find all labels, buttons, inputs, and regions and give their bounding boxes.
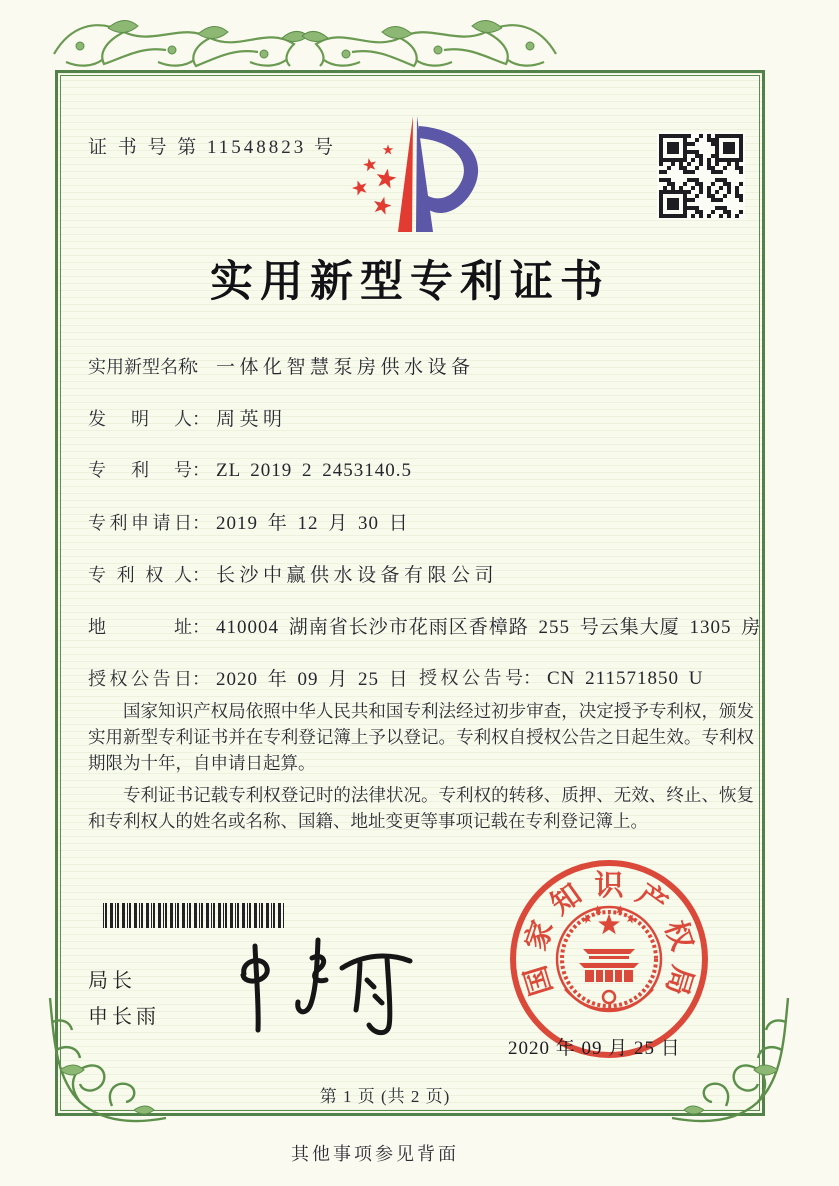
barcode-stripe [278,903,281,928]
signer-name: 申长雨 [88,1006,160,1028]
field-row-filing-date [88,508,760,560]
barcode-stripe [254,903,257,928]
seal-ring-char: 知 [545,878,588,922]
field-colon: ： [523,668,541,688]
field-value: 一体化智慧泵房供水设备 [216,357,475,378]
field-row-inventor [88,404,760,456]
barcode-stripe [189,903,191,928]
barcode-stripe [242,903,245,928]
field-colon: ： [192,357,210,377]
barcode-stripe [110,903,113,928]
barcode-stripe [194,903,197,928]
barcode-stripe [206,903,209,928]
top-ornament-band [50,6,560,72]
field-row-address [88,612,760,664]
field-value: 周英明 [216,409,287,430]
grant-date-group [88,669,409,690]
field-label: 授权公告号 [419,668,523,688]
field-colon: ： [192,565,210,585]
barcode-stripe [151,903,152,928]
legal-paragraph: 国家知识产权局依照中华人民共和国专利法经过初步审查，决定授予专利权，颁发实用新型专利证书并在专利登记簿上予以登记。专利权自授权公告之日起生效。专利权期限为十年，自申请日起算。 [88,701,754,773]
barcode-stripe [230,903,233,928]
barcode-stripe [201,903,203,928]
qr-code [657,132,745,220]
field-colon: ： [192,460,210,480]
field-value: 410004 湖南省长沙市花雨区香樟路 255 号云集大厦 1305 房 [216,617,762,638]
certificate-title: 实用新型专利证书 [210,259,610,306]
field-value: 长沙中赢供水设备有限公司 [216,565,499,586]
barcode [103,903,285,928]
barcode-stripe [115,903,116,928]
seal-ring-char: 识 [594,870,624,902]
field-colon: ： [192,513,210,533]
field-label: 实用新型名称 [88,357,196,377]
seal-ring-char: 家 [520,916,560,955]
field-label: 专利号 [88,460,192,480]
field-value: 2019 年 12 月 30 日 [216,513,409,534]
barcode-stripe [259,903,260,928]
barcode-stripe [225,903,227,928]
field-value: CN 211571850 U [547,668,704,689]
barcode-stripe [211,903,212,928]
seal-ring-char: 国 [519,961,559,999]
signer-title: 局长 [88,970,136,992]
barcode-stripe [249,903,251,928]
field-colon: ： [192,669,210,689]
seal-ring-char: 产 [630,878,673,922]
qr-module [739,214,743,218]
seal-ring-char: 局 [659,961,699,999]
field-row-patent-number [88,456,760,508]
barcode-stripe [141,903,143,928]
barcode-stripe [175,903,176,928]
barcode-stripe [158,903,161,928]
barcode-stripe [271,903,272,928]
field-label: 地址 [88,617,192,637]
back-note: 其他事项参见背面 [291,1144,459,1164]
barcode-stripe [122,903,125,928]
field-label: 发明人 [88,409,192,429]
field-label: 专利权人 [88,565,192,585]
legal-paragraph: 专利证书记载专利权登记时的法律状况。专利权的转移、质押、无效、终止、恢复和专利权人的姓名或名称、国籍、地址变更等事项记载在专利登记簿上。 [88,785,754,831]
barcode-stripe [146,903,149,928]
certificate-number: 证 书 号 第 11548823 号 [88,137,337,158]
cnipa-logo-icon [340,110,492,238]
barcode-stripe [165,903,167,928]
barcode-stripe [134,903,137,928]
barcode-stripe [199,903,200,928]
barcode-stripe [223,903,224,928]
barcode-stripe [163,903,164,928]
barcode-stripe [182,903,185,928]
field-row-patentee [88,560,760,612]
field-value: 2020 年 09 月 25 日 [216,669,409,690]
field-label: 专利申请日 [88,513,192,533]
barcode-stripe [170,903,173,928]
barcode-stripe [129,903,131,928]
barcode-stripe [237,903,239,928]
field-row-name [88,352,760,404]
field-colon: ： [192,617,210,637]
barcode-stripe [153,903,155,928]
barcode-stripe [218,903,221,928]
barcode-stripe [261,903,263,928]
seal-ring-char: 权 [658,916,698,955]
barcode-stripe [127,903,128,928]
field-colon: ： [192,409,210,429]
field-value: ZL 2019 2 2453140.5 [216,460,413,481]
field-label: 授权公告日 [88,669,192,689]
page-number: 第 1 页 (共 2 页) [319,1087,451,1106]
barcode-stripe [266,903,269,928]
barcode-stripe [247,903,248,928]
barcode-stripe [283,903,284,928]
barcode-stripe [213,903,215,928]
barcode-stripe [105,903,107,928]
barcode-stripe [187,903,188,928]
signature [214,928,426,1046]
national-emblem [557,904,661,1011]
field-list [88,352,760,716]
barcode-stripe [177,903,179,928]
barcode-stripe [139,903,140,928]
legal-text [88,698,754,834]
barcode-stripe [235,903,236,928]
barcode-stripe [117,903,119,928]
barcode-stripe [103,903,104,928]
seal-date: 2020 年 09 月 25 日 [508,1038,681,1059]
barcode-stripe [273,903,275,928]
grant-number-group [419,664,703,690]
